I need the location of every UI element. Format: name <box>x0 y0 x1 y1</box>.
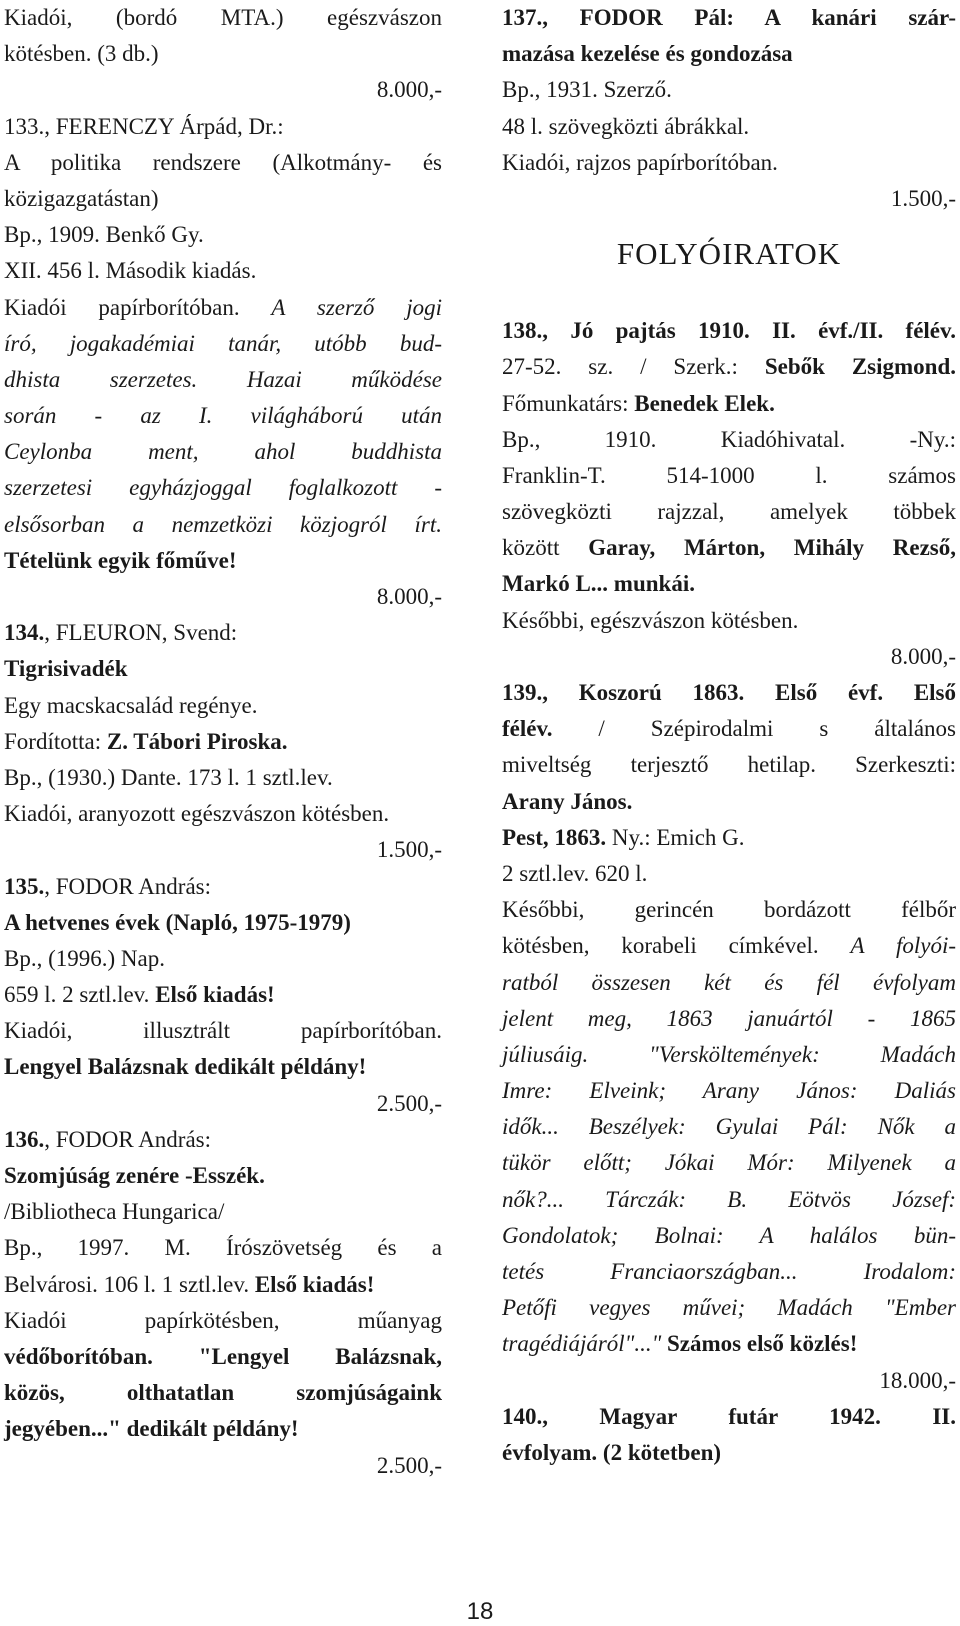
entry-139-line: miveltség terjesztő hetilap. Szerkeszti: <box>502 752 956 778</box>
entry-139-line: Későbbi, gerincén bordázott félbőr <box>502 897 956 923</box>
entry-138-header <box>502 313 956 349</box>
entry-135-line: Kiadói, illusztrált papírborítóban. <box>4 1018 442 1044</box>
left-column <box>4 0 442 1484</box>
entry-text: Belvárosi. 106 l. 1 sztl.lev. <box>4 1271 255 1297</box>
entry-136-highlight: védőborítóban. "Lengyel Balázsnak, <box>4 1343 442 1369</box>
entry-136-highlight: jegyében..." dedikált példány! <box>4 1416 299 1442</box>
entry-136-title: Szomjúság zenére -Esszék. <box>4 1163 265 1188</box>
entry-139-header <box>502 675 956 711</box>
entry-132-price: 8.000,- <box>376 77 442 103</box>
entry-139-note: tükör előtt; Jókai Mór: Milyenek a <box>502 1150 956 1176</box>
entry-139-note: nők?... Tárczák: B. Eötvös József: <box>502 1186 956 1212</box>
entry-136-header <box>4 1122 442 1158</box>
entry-text: Kiadói papírborítóban. <box>4 294 272 320</box>
entry-contributor: Benedek Elek. <box>634 390 775 416</box>
entry-author: , FODOR András: <box>44 873 212 899</box>
entry-133-note: során - az I. világháború után <box>4 403 442 429</box>
entry-139-note: jelent meg, 1863 januártól - 1865 <box>502 1005 956 1031</box>
entry-133-line: XII. 456 l. Második kiadás. <box>4 258 257 284</box>
page-number: 18 <box>466 1598 494 1625</box>
entry-highlight: Első kiadás! <box>254 1271 375 1297</box>
entry-134-title: Tigrisivadék <box>4 656 128 682</box>
entry-135-header <box>4 869 442 905</box>
entry-author: , FODOR András: <box>44 1126 212 1152</box>
entry-137-line: 48 l. szövegközti ábrákkal. <box>502 113 750 139</box>
entry-133-line <box>4 290 442 326</box>
entry-text: között <box>502 535 589 561</box>
entry-136-line: /Bibliotheca Hungarica/ <box>4 1199 225 1225</box>
entry-highlight: Számos első közlés! <box>661 1331 858 1357</box>
entry-text: félév. <box>502 716 553 742</box>
entry-139-line <box>502 1326 956 1362</box>
entry-highlight: Első kiadás! <box>155 982 275 1008</box>
entry-134-line: Bp., (1930.) Dante. 173 l. 1 sztl.lev. <box>4 764 333 790</box>
entry-artists: Garay, Márton, Mihály Rezső, <box>588 535 956 561</box>
entry-135-price: 2.500,- <box>376 1090 442 1116</box>
entry-135-line: Bp., (1996.) Nap. <box>4 945 165 971</box>
entry-title: , Jó pajtás 1910. II. évf./II. félév. <box>542 318 956 344</box>
entry-138-line: Franklin-T. 514-1000 l. számos <box>502 462 956 488</box>
entry-139-note: júliusáig. "Versköltemények: Madách <box>502 1041 956 1067</box>
entry-138-price: 8.000,- <box>890 643 956 669</box>
entry-139-price: 18.000,- <box>879 1367 956 1393</box>
entry-134-price: 1.500,- <box>376 837 442 863</box>
entry-number: 140. <box>502 1403 543 1429</box>
entry-136-line <box>4 1267 442 1303</box>
entry-139-note: Gondolatok; Bolnai: A halálos bün- <box>502 1222 956 1248</box>
entry-number: 137. <box>502 5 543 30</box>
entry-133-title: A politika rendszere (Alkotmány- és <box>4 149 442 175</box>
entry-135-line <box>4 977 442 1013</box>
entry-134-header <box>4 615 442 651</box>
entry-note: tragédiájáról"..." <box>502 1331 662 1357</box>
entry-number: 138. <box>502 318 543 344</box>
entry-138-line: Bp., 1910. Kiadóhivatal. -Ny.: <box>502 426 956 452</box>
right-column <box>502 0 956 1471</box>
entry-text: Pest, 1863. <box>502 824 612 850</box>
section-heading: FOLYÓIRATOK <box>616 236 842 272</box>
entry-note: A szerző jogi <box>271 294 442 320</box>
entry-133-note: szerzetesi egyházjoggal foglalkozott - <box>4 475 442 501</box>
entry-132-line: Kiadói, (bordó MTA.) egészvászon <box>4 5 442 30</box>
entry-137-header <box>502 0 956 36</box>
entry-133-header <box>4 109 442 145</box>
entry-134-line: Kiadói, aranyozott egészvászon kötésben. <box>4 801 390 827</box>
entry-139-editor: Arany János. <box>502 788 633 814</box>
entry-text: Főmunkatárs: <box>502 390 635 416</box>
entry-text: 27-52. sz. / Szerk.: <box>502 354 765 380</box>
entry-136-line: Kiadói papírkötésben, műanyag <box>4 1307 442 1333</box>
entry-137-line: Kiadói, rajzos papírborítóban. <box>502 149 778 175</box>
entry-text: kötésben, korabeli címkével. <box>502 933 851 959</box>
entry-139-note: ratból összesen két és fél évfolyam <box>502 969 956 995</box>
entry-133-price: 8.000,- <box>376 584 442 609</box>
entry-138-line: szövegközti rajzzal, amelyek többek <box>502 499 956 525</box>
entry-139-line <box>502 928 956 964</box>
entry-133-note: elsősorban a nemzetközi közjogról írt. <box>4 511 442 537</box>
entry-author: , FODOR Pál: A kanári szár- <box>542 5 956 30</box>
entry-139-note: Imre: Elveink; Arany János: Daliás <box>502 1078 956 1104</box>
entry-translator: Z. Tábori Piroska. <box>106 728 288 754</box>
entry-138-line: Markó L... munkái. <box>502 571 695 597</box>
entry-139-line: 2 sztl.lev. 620 l. <box>502 860 648 886</box>
entry-136-line: Bp., 1997. M. Írószövetség és a <box>4 1235 442 1261</box>
entry-subtitle: / Szépirodalmi s általános <box>552 716 956 742</box>
entry-140-line: évfolyam. (2 kötetben) <box>502 1439 722 1465</box>
entry-137-line: Bp., 1931. Szerző. <box>502 77 672 103</box>
entry-editor: Sebők Zsigmond. <box>764 354 957 380</box>
entry-134-line <box>4 724 442 760</box>
entry-138-line <box>502 349 956 385</box>
entry-137-price: 1.500,- <box>890 185 956 211</box>
entry-author: , FLEURON, Svend: <box>44 620 238 646</box>
entry-135-highlight: Lengyel Balázsnak dedikált példány! <box>4 1054 367 1080</box>
entry-printer: Ny.: Emich G. <box>611 824 745 850</box>
entry-133-note: Ceylonba ment, ahol buddhista <box>4 439 442 465</box>
entry-136-price: 2.500,- <box>376 1452 442 1478</box>
entry-136-highlight: közös, olthatatlan szomjúságaink <box>4 1380 442 1406</box>
entry-author: , FERENCZY Árpád, Dr.: <box>44 113 284 139</box>
entry-138-line <box>502 386 956 422</box>
entry-text: Fordította: <box>4 728 107 754</box>
entry-text: 659 l. 2 sztl.lev. <box>4 982 156 1008</box>
entry-title: , Magyar futár 1942. II. <box>542 1403 956 1429</box>
entry-135-title: A hetvenes évek (Napló, 1975-1979) <box>4 909 351 935</box>
entry-139-note: idők... Beszélyek: Gyulai Pál: Nők a <box>502 1114 956 1140</box>
entry-139-note: Petőfi vegyes művei; Madách "Ember <box>502 1295 956 1321</box>
entry-137-title: mazása kezelése és gondozása <box>502 41 793 67</box>
entry-139-line <box>502 820 956 856</box>
entry-139-note: tetés Franciaországban... Irodalom: <box>502 1259 956 1284</box>
entry-133-note: dhista szerzetes. Hazai működése <box>4 366 442 392</box>
entry-number: 139. <box>502 680 543 705</box>
entry-note: A folyói- <box>850 933 956 959</box>
entry-133-highlight: Tételünk egyik főműve! <box>4 547 237 573</box>
entry-number: 134. <box>4 620 45 646</box>
entry-number: 133. <box>4 113 45 139</box>
entry-138-line <box>502 530 956 566</box>
entry-134-line: Egy macskacsalád regénye. <box>4 692 258 718</box>
entry-title: , Koszorú 1863. Első évf. Első <box>542 680 956 705</box>
entry-number: 135. <box>4 873 45 899</box>
entry-139-line <box>502 711 956 747</box>
entry-number: 136. <box>4 1126 45 1152</box>
entry-138-line: Későbbi, egészvászon kötésben. <box>502 607 799 633</box>
entry-133-title: közigazgatástan) <box>4 185 159 211</box>
entry-132-line: kötésben. (3 db.) <box>4 41 159 67</box>
entry-133-line: Bp., 1909. Benkő Gy. <box>4 222 204 248</box>
entry-140-header <box>502 1399 956 1435</box>
entry-133-note: író, jogakadémiai tanár, utóbb bud- <box>4 330 442 356</box>
